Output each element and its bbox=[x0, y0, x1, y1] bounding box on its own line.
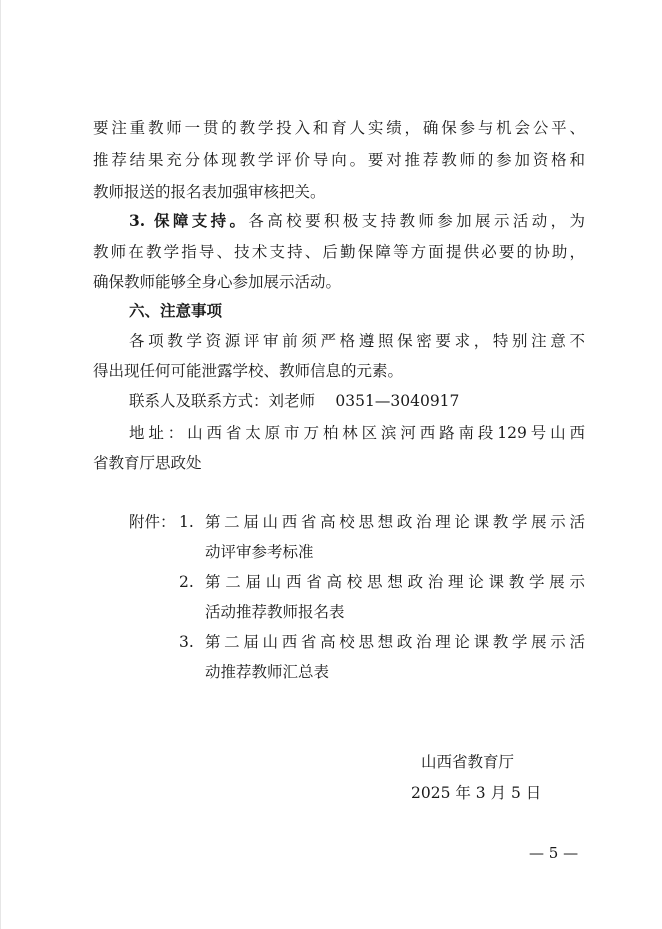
page-number: — 5 — bbox=[529, 844, 579, 862]
paragraph-line: 推荐结果充分体现教学评价导向。要对推荐教师的参加资格和 bbox=[93, 151, 585, 169]
attachment-title: 活动推荐教师报名表 bbox=[205, 603, 345, 621]
attachment-title: 第二届山西省高校思想政治理论课教学展示 bbox=[205, 573, 585, 591]
paragraph-line: 得出现任何可能泄露学校、教师信息的元素。 bbox=[93, 362, 404, 380]
paragraph-line: 教师在教学指导、技术支持、后勤保障等方面提供必要的协助， bbox=[93, 243, 585, 261]
paragraph-text: 各高校要积极支持教师参加展示活动，为 bbox=[248, 212, 585, 230]
paragraph-line: 教师报送的报名表加强审核把关。 bbox=[93, 183, 326, 201]
paragraph-line: 各项教学资源评审前须严格遵照保密要求，特别注意不 bbox=[129, 332, 585, 350]
attachment-title: 动评审参考标准 bbox=[205, 543, 314, 561]
issue-date: 2025 年 3 月 5 日 bbox=[411, 784, 542, 802]
attachment-title: 动推荐教师汇总表 bbox=[205, 663, 330, 681]
address-line: 省教育厅思政处 bbox=[93, 454, 202, 472]
attachment-number: 2. bbox=[179, 573, 194, 591]
attachment-title: 第二届山西省高校思想政治理论课教学展示活 bbox=[205, 633, 585, 651]
paragraph-line: 要注重教师一贯的教学投入和育人实绩，确保参与机会公平、 bbox=[93, 119, 585, 137]
attachments-label: 附件： bbox=[129, 513, 176, 531]
contact-info: 联系人及联系方式：刘老师 0351—3040917 bbox=[129, 392, 460, 410]
attachment-title: 第二届山西省高校思想政治理论课教学展示活 bbox=[205, 513, 585, 531]
attachment-number: 3. bbox=[179, 633, 194, 651]
section-title: 六、注意事项 bbox=[129, 301, 223, 320]
paragraph-line bbox=[129, 211, 585, 231]
attachment-number: 1. bbox=[179, 513, 194, 531]
address-line: 地址：山西省太原市万柏林区滨河西路南段129号山西 bbox=[129, 424, 585, 442]
paragraph-line: 确保教师能够全身心参加展示活动。 bbox=[93, 273, 342, 291]
issuing-organization: 山西省教育厅 bbox=[421, 753, 515, 771]
subheading-support: 3. 保障支持。 bbox=[129, 211, 249, 230]
